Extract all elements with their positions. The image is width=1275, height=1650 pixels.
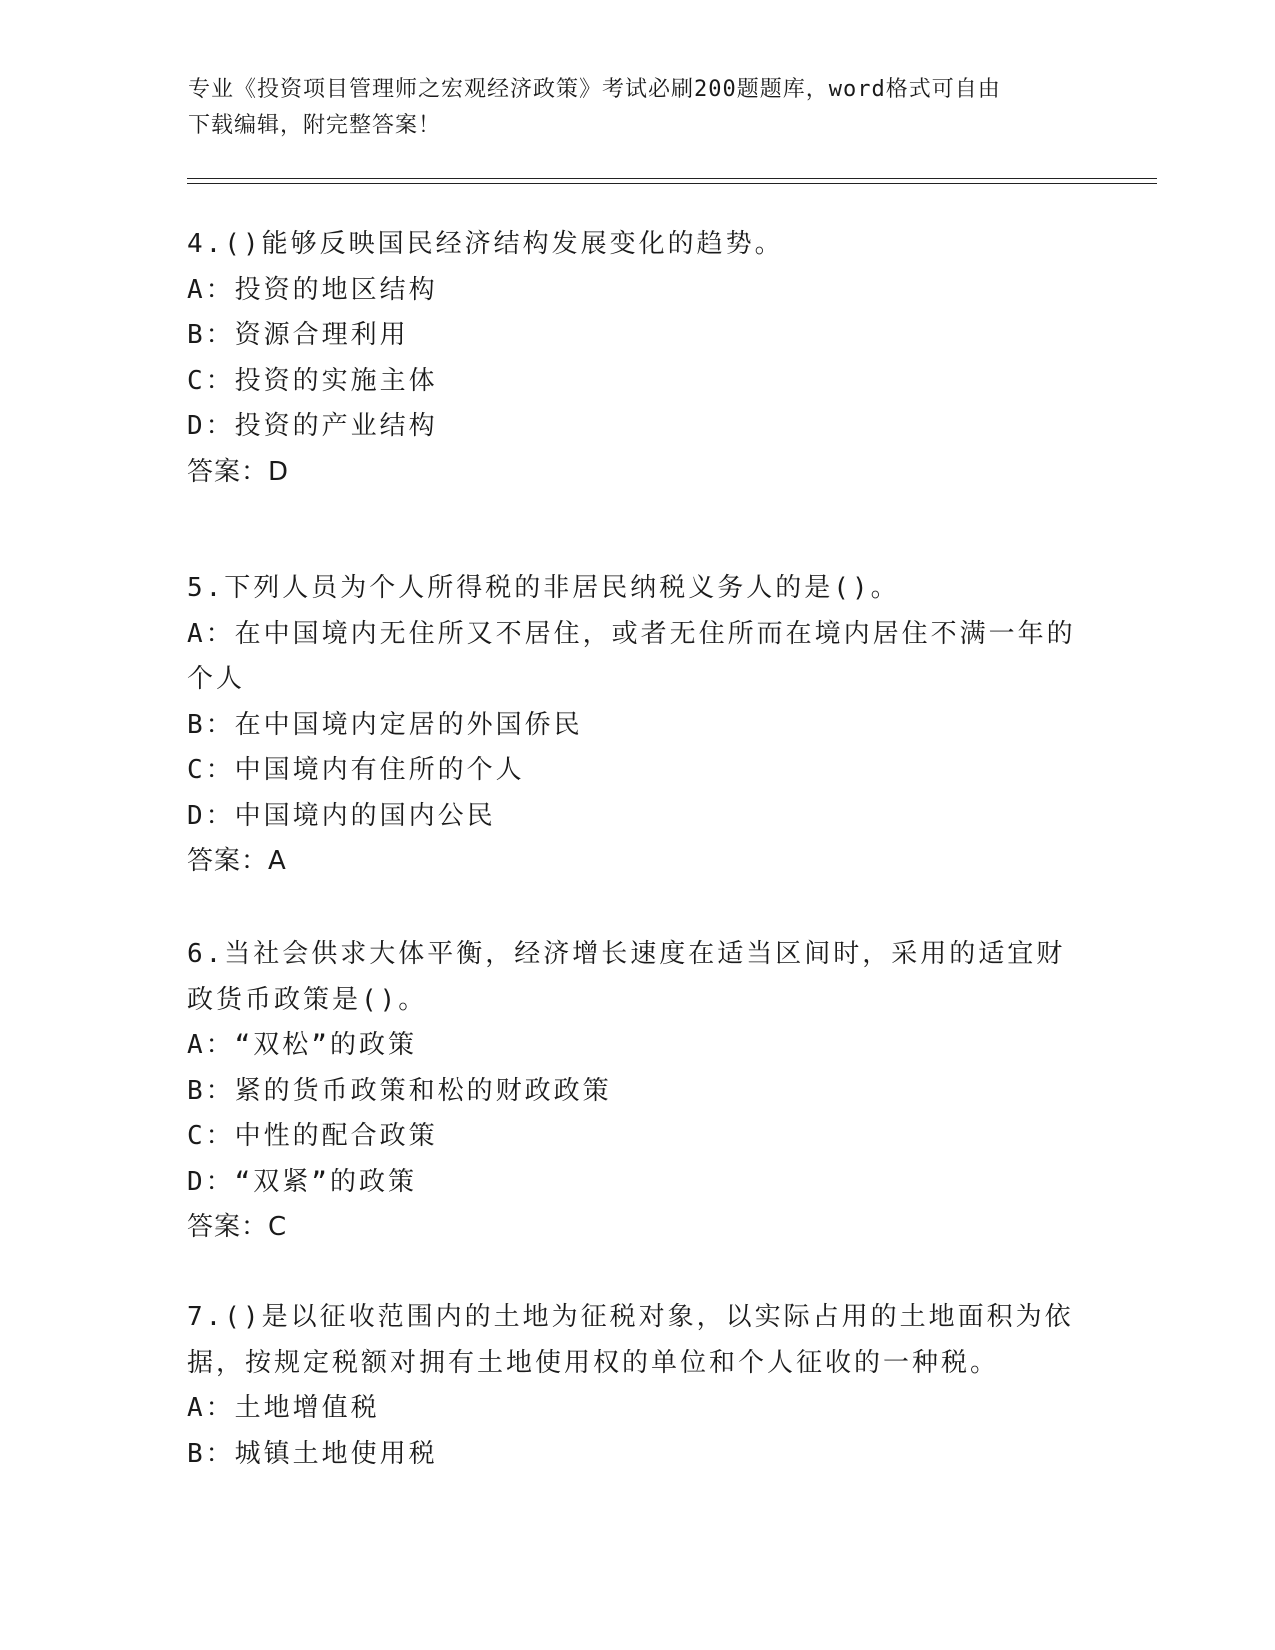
option-b: B：资源合理利用 xyxy=(187,320,409,350)
question-6 xyxy=(187,932,1087,1251)
option-b: B：紧的货币政策和松的财政政策 xyxy=(187,1075,612,1106)
option-c: C：中国境内有住所的个人 xyxy=(187,755,525,785)
question-stem: 6.当社会供求大体平衡，经济增长速度在适当区间时，采用的适宜财 xyxy=(187,939,1066,969)
option-a: A：投资的地区结构 xyxy=(187,274,438,305)
answer-label: 答案：D xyxy=(187,456,290,487)
header-line-1: 专业《投资项目管理师之宏观经济政策》考试必刷200题题库，word格式可自由 xyxy=(188,77,1001,102)
answer-label: 答案：C xyxy=(187,1212,288,1242)
answer-label: 答案：A xyxy=(187,846,287,876)
option-c: C：投资的实施主体 xyxy=(187,365,438,396)
option-b: B：在中国境内定居的外国侨民 xyxy=(187,709,583,740)
header-divider xyxy=(187,178,1157,184)
question-7 xyxy=(187,1295,1087,1477)
question-5 xyxy=(187,566,1087,885)
option-a: A：土地增值税 xyxy=(187,1393,380,1423)
option-a-continuation: 个人 xyxy=(187,664,246,694)
question-4 xyxy=(187,222,1087,495)
option-d: D：中国境内的国内公民 xyxy=(187,800,496,831)
option-a: A：在中国境内无住所又不居住，或者无住所而在境内居住不满一年的 xyxy=(187,618,1076,649)
question-stem: 7.()是以征收范围内的土地为征税对象，以实际占用的土地面积为依 xyxy=(187,1302,1074,1332)
option-b: B：城镇土地使用税 xyxy=(187,1438,438,1469)
question-stem-continuation: 政货币政策是()。 xyxy=(187,984,428,1015)
header-line-2: 下载编辑，附完整答案！ xyxy=(188,113,442,138)
document-header xyxy=(188,72,1068,144)
option-d: D：投资的产业结构 xyxy=(187,411,438,441)
option-c: C：中性的配合政策 xyxy=(187,1121,438,1151)
question-stem-continuation: 据，按规定税额对拥有土地使用权的单位和个人征收的一种税。 xyxy=(187,1347,1000,1378)
option-d: D：“双紧”的政策 xyxy=(187,1166,417,1197)
question-stem: 5.下列人员为个人所得税的非居民纳税义务人的是()。 xyxy=(187,573,900,603)
question-stem: 4.()能够反映国民经济结构发展变化的趋势。 xyxy=(187,229,784,259)
option-a: A：“双松”的政策 xyxy=(187,1030,417,1060)
